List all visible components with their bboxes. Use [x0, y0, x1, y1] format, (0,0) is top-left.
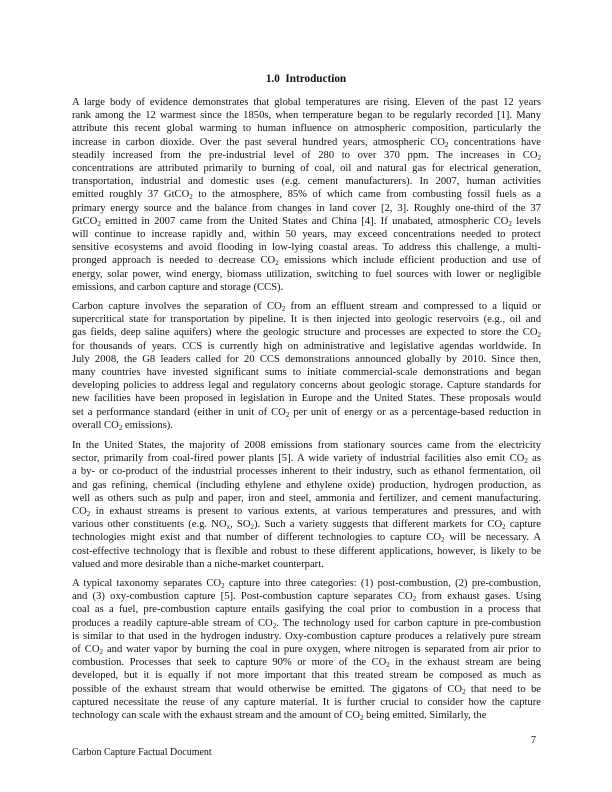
text-line: In the United States, the majority of 2008 emissions from stationary sources came from the electricity	[72, 440, 541, 451]
text-line: possible of the exhaust stream that would otherwise be emitted. The gigatons of $CO_2$ that need to be	[72, 683, 541, 696]
paragraph-4	[72, 577, 541, 722]
text-line: for thousands of years. CCS is currently high on administrative and legislative agendas worldwide. In	[72, 340, 541, 352]
text-line: increase in carbon dioxide. Over the past several hundred years, atmospheric $CO_2$ concentrations have	[72, 136, 541, 149]
section-number: 1.0	[265, 73, 280, 85]
text-line: overall $CO_2$ emissions).	[72, 419, 173, 432]
text-line: produces a readily capture-able stream of $CO_2$. The technology used for carbon capture in pre-combustion	[72, 617, 541, 630]
text-line: coal as a fuel, pre-combustion capture entails gasifying the coal prior to combustion in a process that	[72, 604, 541, 616]
text-line: pronged approach is needed to decrease $CO_2$ emissions which include efficient production and use of	[72, 255, 541, 268]
text-line: will continue to increase rapidly and, within 50 years, may exceed concentrations needed to protect	[72, 229, 541, 241]
section-title: Introduction	[285, 73, 347, 85]
text-line: many countries have invested significant sums to initiate commercial-scale demonstrations and began	[72, 367, 541, 379]
text-line: and gas refining, chemical (including ethylene and ethylene oxide) production, hydrogen production, as	[72, 479, 541, 491]
text-line: technologies might exist and that number of different technologies to capture $CO_2$ will be necessary. A	[72, 532, 542, 545]
text-line: of $CO_2$ and water vapor by burning the coal in pure oxygen, where nitrogen is separated from air prior to	[72, 644, 541, 657]
text-line: captured necessitate the reuse of any capture material. It is further crucial to consider how the capture	[72, 696, 541, 708]
text-line: sector, primarily from coal-fired power plants [5]. A wide variety of industrial facilities also emit $CO_2$ as	[72, 453, 541, 466]
text-line: technology can scale with the exhaust stream and the amount of $CO_2$ being emitted. Similarly, the	[72, 710, 487, 723]
section-heading	[0, 73, 612, 85]
paragraph-3	[72, 439, 541, 571]
text-line: set a performance standard (either in unit of $CO_2$ per unit of energy or as a percentage-based reduction in	[72, 406, 541, 419]
text-line: various other constituents (e.g. $NO_x$, $SO_2$). Such a variety suggests that different markets for $CO_2$ capture	[72, 519, 541, 532]
text-line: emitted roughly 37 GtCO$_2$ to the atmosphere, 85% of which came from combusting fossil fuels as a	[72, 189, 541, 202]
text-line: combustion. Processes that seek to capture 90% or more of the $CO_2$ in the exhaust stream are being	[72, 657, 541, 670]
text-line: energy, solar power, wind energy, biomass utilization, switching to fuel sources with lower or negligible	[72, 268, 541, 280]
text-line: valued and more desirable than a niche-market counterpart.	[72, 558, 324, 570]
text-line: transportation, industrial and domestic uses (e.g. cement manufacturers). In 2007, human activities	[72, 176, 541, 188]
text-line: steadily increased from the pre-industrial level of 280 to over 370 ppm. The increases in $CO_2$	[72, 149, 541, 162]
text-line: A typical taxonomy separates $CO_2$ capture into three categories: (1) post-combustion, (2) pre-combustion,	[72, 578, 541, 590]
text-line: a by- or co-product of the industrial processes inherent to their industry, such as ethanol fermentation, oil	[72, 466, 541, 478]
text-line: sensitive ecosystems and avoid flooding in low-lying coastal areas. To address this challenge, a multi-	[72, 242, 541, 254]
text-line: well as others such as pulp and paper, iron and steel, ammonia and fertilizer, and cement manufacturing.	[72, 492, 541, 504]
document-footer-title: Carbon Capture Factual Document	[72, 747, 212, 758]
text-line: primary energy source and the balance from changes in land cover [2, 3]. Roughly one-third of the 37	[72, 202, 541, 214]
text-line: July 2008, the G8 leaders called for 20 CCS demonstrations announced globally by 2010. Since then,	[72, 353, 541, 365]
text-line: A large body of evidence demonstrates that global temperatures are rising. Eleven of the past 12 years	[72, 97, 541, 108]
text-line: concentrations are attributed primarily to burning of coal, oil and natural gas for electrical generation,	[72, 163, 541, 175]
text-line: emissions, and carbon capture and storage (CCS).	[72, 281, 284, 293]
text-line: is similar to that used in the hydrogen industry. Oxy-combustion capture produces a relatively pure stream	[72, 630, 541, 642]
text-line: gas fields, deep saline aquifers) where the geologic structure and processes are expected to store the $CO_2$	[72, 327, 541, 340]
text-line: and (3) oxy-combustion capture [5]. Post-combustion capture separates $CO_2$ from exhaust gases. Using	[72, 591, 541, 604]
text-line: cost-effective technology that is flexible and robust to these different applications, however, is likely to be	[72, 545, 541, 557]
text-line: developing policies to address legal and regulatory concerns about geologic storage. Capture standards for	[72, 380, 541, 392]
text-line: $CO_2$ in exhaust streams is present to various extents, at various temperatures and pressures, and with	[72, 506, 541, 519]
text-line: supercritical state for transportation by pipeline. It is then injected into geologic reservoirs (e.g., oil and	[72, 314, 541, 326]
text-line: rank among the 12 warmest since the 1850s, when temperature began to be regularly recorded [1]. Many	[72, 110, 541, 122]
paragraph-2	[72, 300, 541, 432]
paragraph-1	[72, 96, 541, 294]
page-number: 7	[531, 735, 536, 746]
text-line: GtCO$_2$ emitted in 2007 came from the United States and China [4]. If unabated, atmospheric $CO_2$ levels	[72, 215, 542, 228]
text-line: Carbon capture involves the separation of $CO_2$ from an effluent stream and compressed to a liquid or	[72, 301, 541, 313]
text-line: attribute this recent global warming to human influence on atmospheric composition, particularly the	[72, 123, 541, 135]
text-line: new facilities have been proposed in legislation in Europe and the United States. These proposals would	[72, 393, 541, 405]
text-line: developed, but it is equally if not more important that this treated stream be composed as much as	[72, 670, 541, 682]
